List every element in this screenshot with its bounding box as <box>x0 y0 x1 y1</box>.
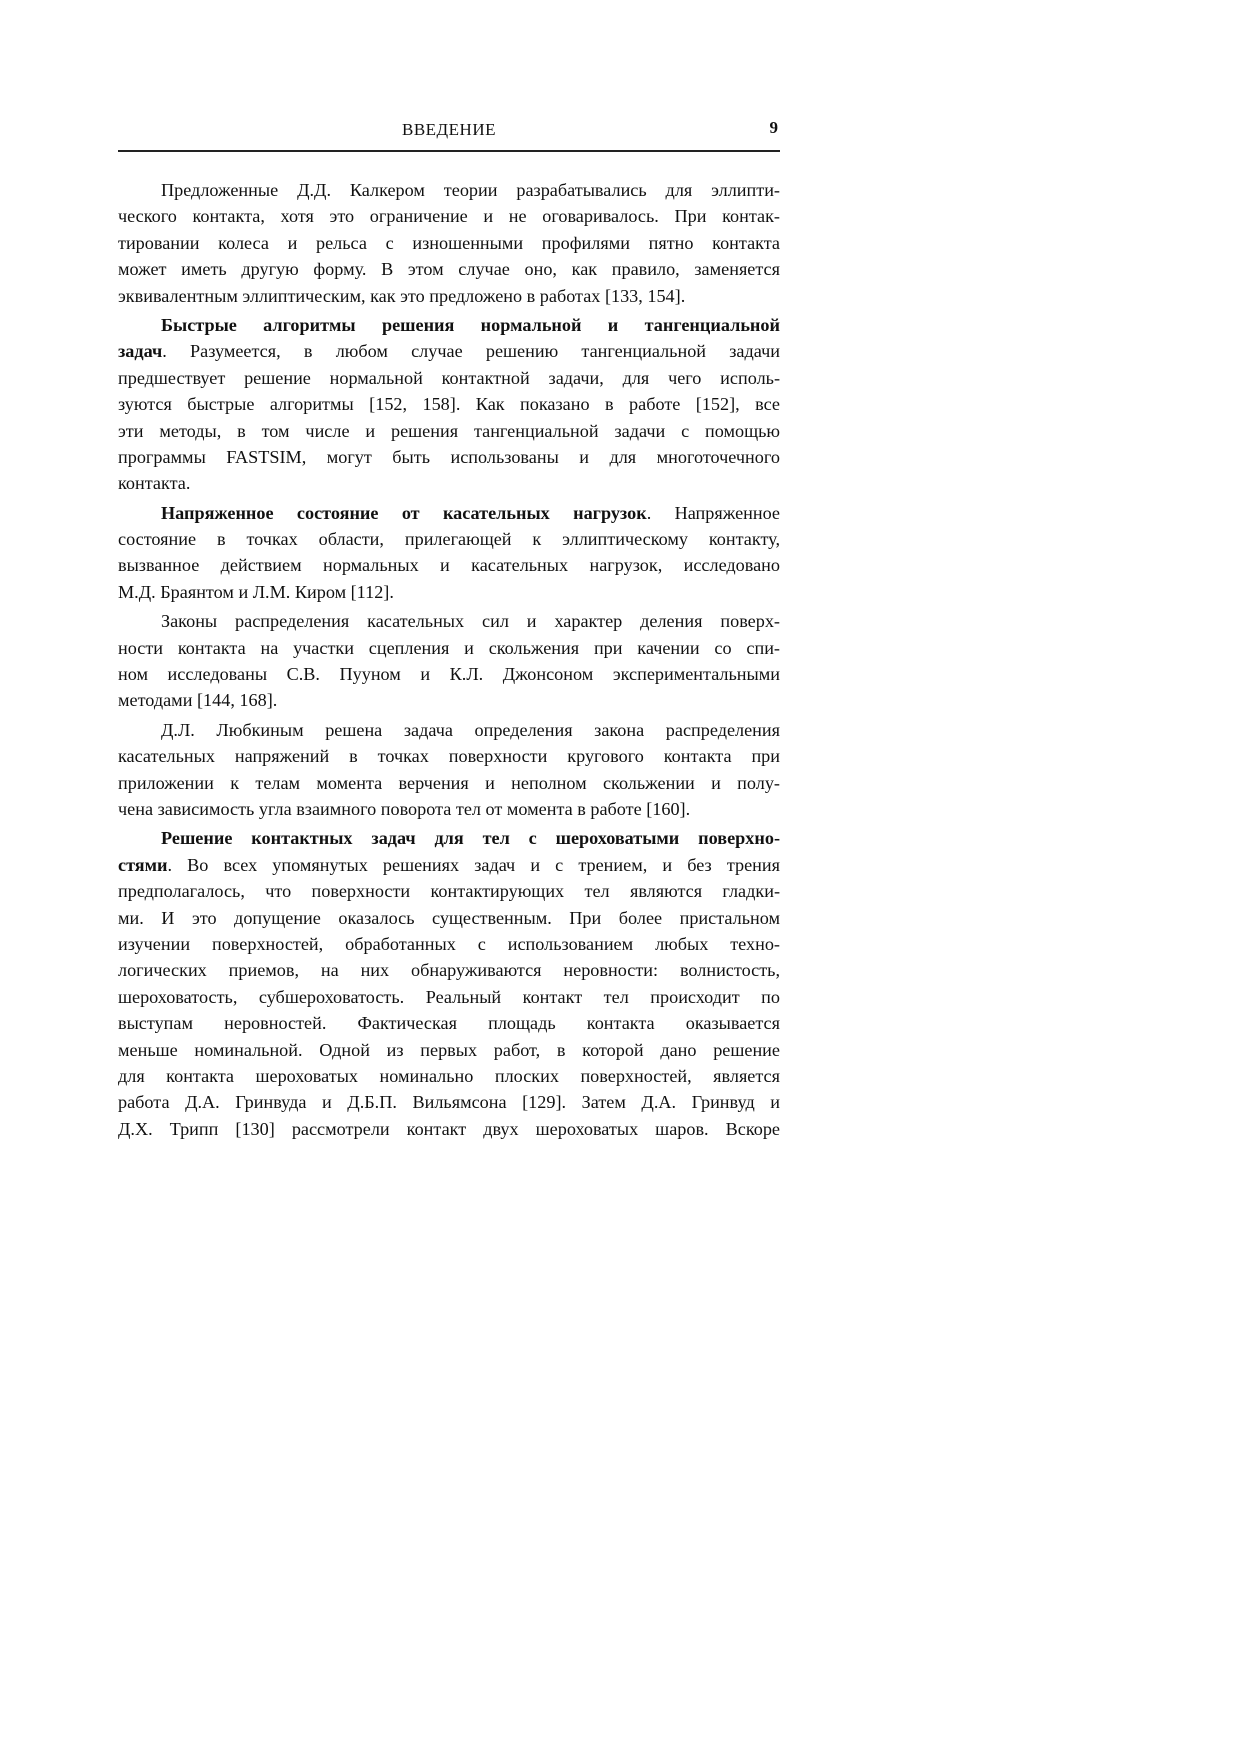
running-title: ВВЕДЕНИЕ <box>402 120 496 139</box>
paragraph <box>118 312 780 497</box>
text-line <box>118 743 780 769</box>
body-text <box>118 177 780 1145</box>
text-run: . Во всех упомянутых решениях задач и с трением, и без трения <box>167 854 780 875</box>
text-line <box>118 1089 780 1115</box>
bold-heading: стями <box>118 854 168 875</box>
text-line <box>118 825 780 851</box>
text-run: меньше номинальной. Одной из первых работ, в которой дано решение <box>118 1039 780 1060</box>
text-line <box>118 444 780 470</box>
text-line <box>118 1063 780 1089</box>
text-line <box>118 283 780 309</box>
text-line <box>118 717 780 743</box>
text-run: изучении поверхностей, обработанных с использованием любых техно- <box>118 933 780 954</box>
text-line <box>118 312 780 338</box>
text-run: методами [144, 168]. <box>118 690 278 711</box>
text-line <box>118 526 780 552</box>
text-line <box>118 905 780 931</box>
text-run: выступам неровностей. Фактическая площадь контакта оказывается <box>118 1013 780 1034</box>
text-line <box>118 687 780 713</box>
text-run: вызванное действием нормальных и касательных нагрузок, исследовано <box>118 555 780 576</box>
bold-heading: задач <box>118 341 163 362</box>
text-run: эквивалентным эллиптическим, как это предложено в работах [133, 154]. <box>118 285 686 306</box>
text-line <box>118 878 780 904</box>
text-run: шероховатость, субшероховатость. Реальный контакт тел происходит по <box>118 986 780 1007</box>
text-line <box>118 365 780 391</box>
text-line <box>118 931 780 957</box>
paragraph <box>118 500 780 606</box>
text-run: состояние в точках области, прилегающей к эллиптическому контакту, <box>118 529 780 550</box>
text-run: Законы распределения касательных сил и характер деления поверх- <box>161 611 780 632</box>
page-number: 9 <box>769 118 778 137</box>
text-run: зуются быстрые алгоритмы [152, 158]. Как показано в работе [152], все <box>118 394 780 415</box>
running-head <box>118 118 780 152</box>
text-run: ми. И это допущение оказалось существенным. При более пристальном <box>118 907 780 928</box>
text-line <box>118 391 780 417</box>
text-run: логических приемов, на них обнаруживаются неровности: волнистость, <box>118 960 780 981</box>
text-line <box>118 608 780 634</box>
text-run: может иметь другую форму. В этом случае оно, как правило, заменяется <box>118 259 780 280</box>
text-line <box>118 852 780 878</box>
text-line <box>118 1037 780 1063</box>
text-line <box>118 203 780 229</box>
text-run: эти методы, в том числе и решения тангенциальной задачи с помощью <box>118 420 780 441</box>
paragraph <box>118 608 780 714</box>
text-run: ности контакта на участки сцепления и скольжения при качении со спи- <box>118 637 780 658</box>
paragraph <box>118 717 780 823</box>
text-run: ческого контакта, хотя это ограничение и не оговаривалось. При контак- <box>118 206 780 227</box>
text-run: Д.Х. Трипп [130] рассмотрели контакт двух шероховатых шаров. Вскоре <box>118 1118 780 1139</box>
paragraph <box>118 825 780 1142</box>
text-line <box>118 1116 780 1142</box>
text-run: Д.Л. Любкиным решена задача определения закона распределения <box>161 719 780 740</box>
text-run: чена зависимость угла взаимного поворота тел от момента в работе [160]. <box>118 798 691 819</box>
text-line <box>118 770 780 796</box>
text-run: тировании колеса и рельса с изношенными профилями пятно контакта <box>118 232 780 253</box>
text-run: М.Д. Браянтом и Л.М. Киром [112]. <box>118 581 394 602</box>
text-line <box>118 230 780 256</box>
text-run: Предложенные Д.Д. Калкером теории разрабатывались для эллипти- <box>161 180 780 200</box>
text-line <box>118 177 780 203</box>
text-line <box>118 957 780 983</box>
text-run: касательных напряжений в точках поверхности кругового контакта при <box>118 746 780 767</box>
text-line <box>118 552 780 578</box>
bold-heading: Решение контактных задач для тел с шероховатыми поверхно- <box>161 828 780 849</box>
text-line <box>118 984 780 1010</box>
text-run: ном исследованы С.В. Пууном и К.Л. Джонсоном экспериментальными <box>118 664 780 685</box>
text-line <box>118 661 780 687</box>
text-line <box>118 470 780 496</box>
text-line <box>118 635 780 661</box>
text-run: предшествует решение нормальной контактной задачи, для чего исполь- <box>118 367 780 388</box>
text-run: для контакта шероховатых номинально плоских поверхностей, является <box>118 1065 780 1086</box>
text-line <box>118 579 780 605</box>
text-run: контакта. <box>118 473 191 494</box>
text-line <box>118 1010 780 1036</box>
text-run: приложении к телам момента верчения и неполном скольжении и полу- <box>118 772 780 793</box>
text-line <box>118 796 780 822</box>
bold-heading: Быстрые алгоритмы решения нормальной и тангенциальной <box>161 314 780 335</box>
text-run: . Разумеется, в любом случае решению тангенциальной задачи <box>162 341 780 362</box>
text-run: . Напряженное <box>646 502 780 523</box>
text-line <box>118 500 780 526</box>
paragraph <box>118 177 780 309</box>
text-run: предполагалось, что поверхности контактирующих тел являются гладки- <box>118 881 780 902</box>
text-run: работа Д.А. Гринвуда и Д.Б.П. Вильямсона [129]. Затем Д.А. Гринвуд и <box>118 1092 780 1113</box>
text-line <box>118 418 780 444</box>
text-line <box>118 338 780 364</box>
text-run: программы FASTSIM, могут быть использованы и для многоточечного <box>118 446 780 467</box>
text-line <box>118 256 780 282</box>
bold-heading: Напряженное состояние от касательных нагрузок <box>161 502 647 523</box>
